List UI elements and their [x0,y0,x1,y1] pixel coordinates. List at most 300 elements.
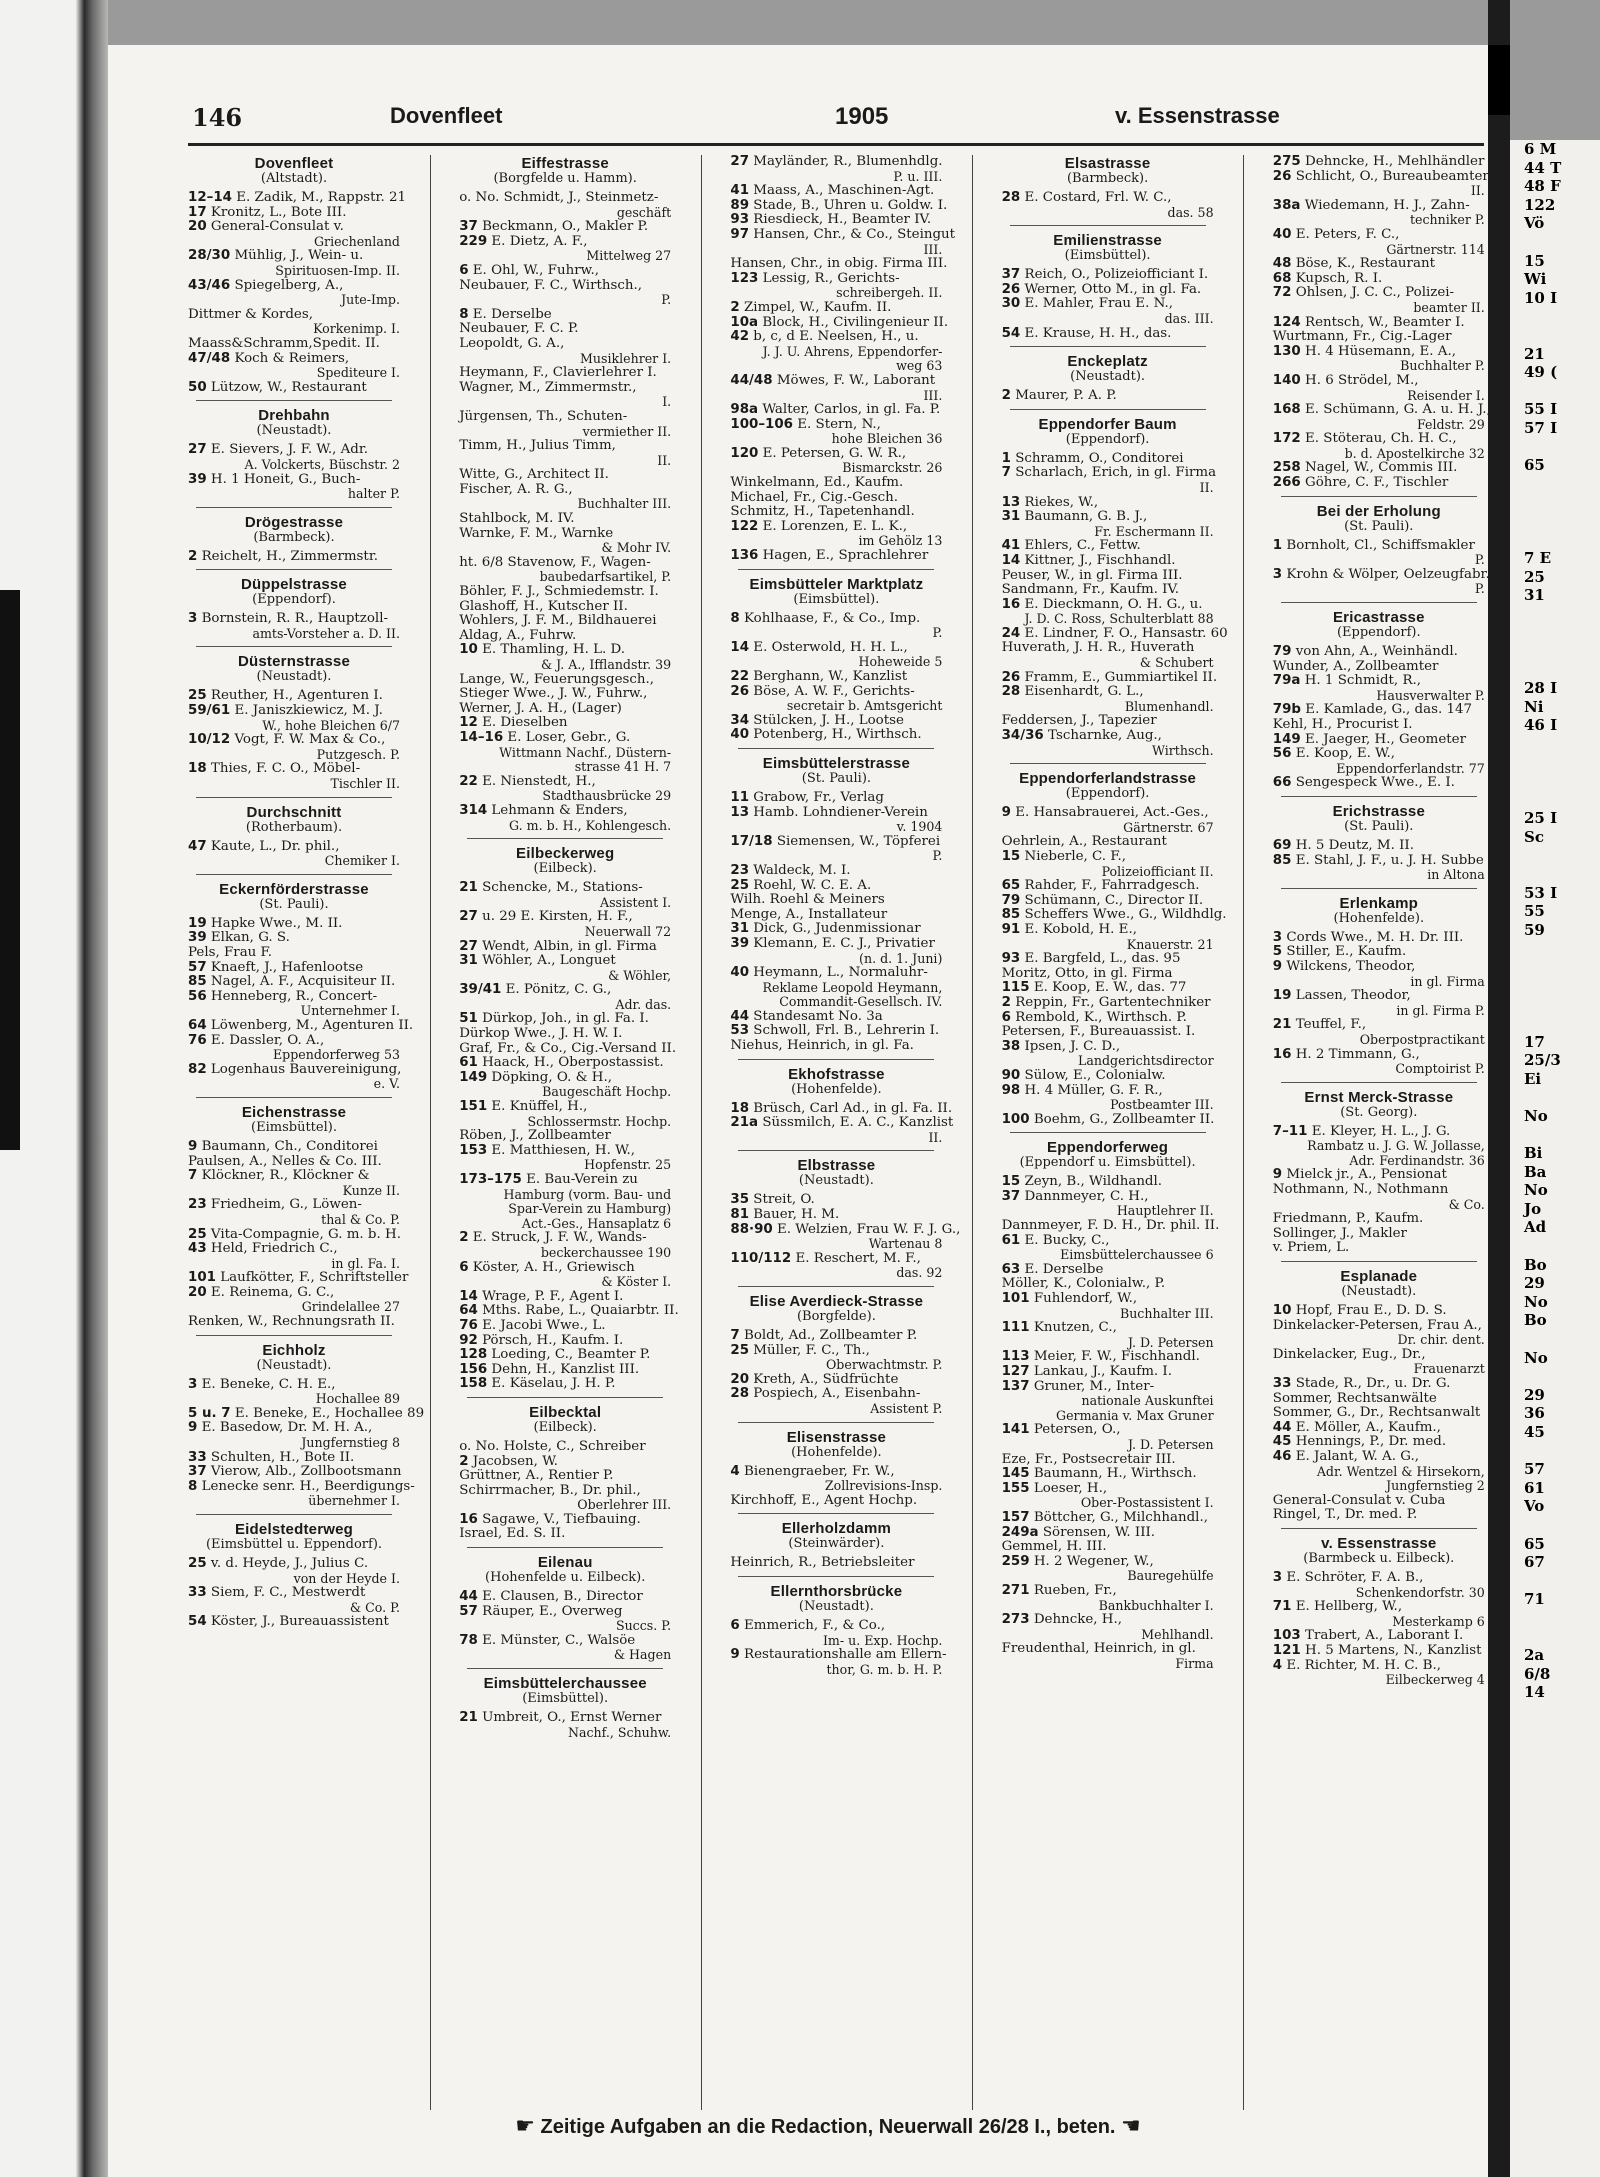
resident-entry [730,966,942,981]
resident-text: E. Stahl, J. F., u. J. H. Subbe [1295,852,1484,868]
resident-entry [1002,598,1214,613]
resident-entry [1273,1377,1485,1392]
street-district: (Eppendorf u. Eimsbüttel). [1019,1155,1196,1171]
resident-text: E. Costard, Frl. W. C., [1024,190,1172,205]
street-name: Ernst Merck-Strasse [1304,1088,1454,1106]
section-divider [467,1668,663,1669]
resident-entry [459,940,671,955]
resident-entry [1272,566,1490,583]
entry-continuation: secretair b. Amtsgericht [786,698,943,714]
resident-text: Schmitz, H., Tapetenhandl. [730,504,915,520]
resident-entry [730,1010,942,1025]
house-number: 42 [730,329,750,345]
facing-page-text [1510,958,1600,977]
resident-entry [1002,539,1214,554]
resident-text: Gruner, M., Inter- [1033,1378,1155,1394]
resident-text: Renken, W., Rechnungsrath II. [188,1314,395,1330]
facing-page-text: 10 I [1524,288,1558,307]
resident-text: Jacobsen, W. [472,1453,558,1469]
house-number: 46 [1272,1448,1292,1464]
resident-entry [1273,228,1485,243]
resident-text: E. Clausen, B., Director [482,1589,643,1605]
house-number: 76 [459,1317,478,1333]
street-section [730,1157,942,1188]
resident-text: ht. 6/8 Stavenow, F., Wagen- [459,554,651,570]
resident-text: Löwenberg, M., Agenturen II. [210,1017,414,1033]
resident-text: E. Sievers, J. F. W., Adr. [210,442,369,458]
resident-entry [1273,1304,1485,1319]
page-number: 146 [192,103,243,132]
resident-entry [459,235,671,250]
resident-text: Schramm, O., Conditorei [1015,450,1184,466]
street-section [188,653,400,684]
resident-entry [730,1494,942,1509]
resident-text: E. Osterwold, H. H. L., [753,639,908,655]
house-number: 173–175 [459,1172,522,1187]
resident-text: Ehlers, C., Fettw. [1024,538,1141,554]
resident-text: Nagel, A. F., Acquisiteur II. [210,974,396,990]
house-number: 20 [188,219,207,235]
entry-continuation: II. [928,1129,943,1145]
resident-text: Eze, Fr., Postsecretair III. [1001,1451,1176,1467]
resident-text: E. Dieselben [482,715,568,731]
resident-text: Werner, J. A. H., (Lager) [459,700,622,716]
resident-entry [1273,1168,1485,1183]
resident-text: Räuper, E., Overweg [482,1603,623,1619]
house-number: 120 [730,445,759,461]
resident-text: E. Käselau, J. H. P. [491,1376,616,1392]
house-number: 26 [1001,281,1021,297]
resident-entry [459,468,671,483]
resident-text: Sandmann, Fr., Kaufm. IV. [1001,582,1180,598]
house-number: 47 [188,838,207,854]
house-number: 97 [730,226,750,242]
house-number: 2 [188,548,198,564]
house-number: 1 [1272,537,1283,553]
house-number: 229 [459,233,488,249]
facing-page-text [1510,623,1600,642]
resident-entry [459,1071,671,1086]
house-number: 128 [459,1347,488,1363]
street-district: (Barmbeck u. Eilbeck). [1303,1550,1455,1566]
resident-text: Knutzen, C., [1033,1320,1117,1336]
resident-text: Thies, F. C. O., Möbel- [210,761,361,777]
house-number: 37 [188,1464,207,1480]
facing-page-text [1510,438,1600,457]
resident-text: E. Schümann, G. A. u. H. J., [1305,402,1491,418]
resident-text: Sörensen, W. III. [1042,1524,1156,1540]
house-number: 249a [1001,1524,1039,1540]
house-number: 16 [1272,1046,1292,1062]
resident-entry [1273,1392,1485,1407]
house-number: 57 [188,959,207,975]
resident-text: o. No. Holste, C., Schreiber [459,1438,646,1454]
house-number: 266 [1272,475,1301,491]
resident-text: E. Dieckmann, O. H. G., u. [1024,596,1203,612]
gutter-shadow [1488,45,1510,115]
street-name: Drögestrasse [244,513,344,531]
resident-entry [730,1344,942,1359]
street-section [1002,155,1214,186]
facing-page-text: No [1524,1181,1548,1200]
street-district: (Eilbeck). [533,861,597,877]
resident-entry [188,1034,400,1049]
resident-text: Baumann, G. B. J., [1024,509,1148,525]
resident-entry [459,1231,671,1246]
section-divider [196,1335,392,1336]
house-number: 121 [1272,1642,1301,1658]
entry-continuation: & Mohr IV. [601,540,672,556]
facing-page-text [1510,1572,1600,1591]
house-number: 45 [1272,1434,1292,1450]
house-number: 6 [730,1617,740,1633]
entry-continuation: Mittelweg 27 [586,248,672,264]
entry-continuation: P. [1474,552,1485,568]
resident-text: E. Bucky, C., [1024,1232,1110,1248]
resident-text: E. Dietz, A. F., [491,233,588,249]
resident-text: Dittmer & Kordes, [188,306,313,322]
house-number: 98a [730,402,759,418]
facing-page-text: 29 [1524,1274,1545,1293]
resident-entry [188,1451,400,1466]
resident-entry [730,491,942,506]
resident-entry [459,1377,671,1392]
facing-page-text: No [1524,1106,1548,1125]
entry-continuation: das. 92 [896,1265,943,1281]
resident-entry [459,983,671,998]
section-divider [196,400,392,401]
house-number: 31 [1001,509,1021,525]
entry-continuation: Hoheweide 5 [858,654,943,670]
house-number: 93 [730,212,750,228]
resident-entry [1002,1350,1214,1365]
resident-entry [730,908,942,923]
resident-text: Stade, B., Uhren u. Goldw. I. [753,197,948,213]
resident-text: Glashoff, H., Kutscher II. [459,598,628,614]
resident-entry [1002,583,1214,598]
resident-text: Stülcken, J. H., Lootse [753,712,904,728]
section-divider [196,797,392,798]
house-number: 9 [1272,1167,1283,1183]
house-number: 40 [730,965,750,981]
resident-text: Sommer, Rechtsanwälte [1272,1390,1437,1406]
resident-text: Zeyn, B., Wildhandl. [1024,1174,1163,1190]
resident-text: Gemmel, H. III. [1001,1539,1107,1555]
house-number: 43/46 [188,277,231,293]
house-number: 25 [188,1226,207,1242]
house-number: 26 [1001,669,1021,685]
house-number: 51 [459,1011,478,1027]
entry-continuation: von der Heyde I. [293,1570,400,1586]
resident-text: Lassen, Theodor, [1295,988,1411,1004]
resident-text: Bauer, H. M. [753,1207,840,1223]
resident-entry [459,1303,679,1319]
entry-continuation: in gl. Firma P. [1396,1002,1485,1018]
resident-entry [1273,1183,1485,1198]
house-number: 27 [730,154,750,169]
resident-entry [459,600,671,615]
resident-entry [188,190,407,206]
resident-text: Timm, H., Julius Timm, [459,438,616,454]
street-name: Elisenstrasse [786,1428,887,1446]
house-number: 15 [1001,849,1021,864]
house-number: 37 [1001,267,1021,283]
street-section [1002,232,1214,263]
entry-continuation: thal & Co. P. [321,1211,400,1227]
house-number: 10/12 [188,732,231,748]
resident-entry [1273,1241,1485,1256]
entry-continuation: Gärtnerstr. 114 [1386,241,1485,257]
resident-entry [459,731,671,746]
facing-page-text: 59 [1524,920,1545,939]
resident-text: E. Matthiesen, H. W., [491,1142,636,1158]
resident-text: Rembold, K., Wirthsch. P. [1015,1009,1187,1025]
house-number: 153 [459,1142,488,1158]
house-number: 39 [188,471,207,487]
section-divider [1010,763,1206,764]
entry-continuation: Spediteure I. [316,365,400,381]
resident-entry [1002,806,1214,821]
resident-entry [188,1242,400,1257]
resident-entry [1002,1175,1214,1190]
resident-text: Paulsen, A., Nelles & Co. III. [188,1153,382,1169]
resident-text: Boehm, G., Zollbeamter II. [1033,1111,1215,1127]
resident-text: Laufkötter, F., Schriftsteller [220,1270,409,1286]
resident-text: o. No. Schmidt, J., Steinmetz- [459,190,659,205]
entry-continuation: Oberpostpractikant [1359,1031,1485,1047]
resident-text: Dehncke, H., [1033,1612,1122,1628]
resident-text: E. Krause, H. H., das. [1024,325,1172,341]
street-name: Dovenfleet [254,155,334,172]
resident-text: Kupsch, R. I. [1295,270,1383,286]
house-number: 61 [459,1055,478,1071]
pointing-hand-icon: ☛ [515,2113,535,2138]
resident-entry [1002,283,1214,298]
entry-continuation: Stadthausbrücke 29 [542,788,672,804]
house-number: 3 [1272,929,1283,945]
entry-continuation: im Gehölz 13 [858,533,943,549]
house-number: 103 [1272,1628,1301,1644]
resident-text: Kreth, A., Südfrüchte [753,1371,899,1387]
house-number: 27 [459,938,478,954]
house-number: 50 [188,379,207,395]
resident-text: Kaute, L., Dr. phil., [210,838,340,854]
street-name: Eimsbüttelerchaussee [483,1675,647,1693]
directory-column [730,154,961,2110]
resident-entry [459,775,671,790]
resident-text: Knaeft, J., Hafenlootse [210,959,364,975]
entry-continuation: J. D. C. Ross, Schulterblatt 88 [1024,611,1214,627]
resident-text: Köster, A. H., Griewisch [472,1259,635,1275]
resident-text: E. Welzien, Frau W. F. J. G., [777,1221,961,1237]
resident-text: Nieberle, C. F., [1024,849,1127,864]
facing-page-text: 21 [1524,344,1545,363]
resident-text: Lange, W., Feuerungsgesch., [459,671,655,687]
house-number: 12 [459,715,478,731]
resident-entry [1273,476,1485,491]
resident-text: Dannmeyer, C. H., [1024,1188,1149,1204]
house-number: 57 [459,1603,478,1619]
street-name: Düsternstrasse [237,653,351,671]
house-number: 43 [188,1241,207,1257]
facing-page-text: Ni [1524,697,1544,716]
resident-text: Petersen, F., Bureauassist. I. [1001,1024,1196,1040]
facing-page-text [1510,642,1600,661]
resident-entry [459,1129,671,1144]
resident-entry [1002,1011,1214,1026]
resident-text: Schulten, H., Bote II. [210,1449,355,1465]
resident-text: Brüsch, Carl Ad., in gl. Fa. II. [753,1100,953,1116]
resident-text: Sengespeck Wwe., E. I. [1295,775,1455,791]
resident-text: Henneberg, R., Concert- [210,988,378,1004]
resident-entry [1002,1321,1214,1336]
street-name: Enckeplatz [1067,353,1148,371]
resident-text: E. Derselbe [1024,1261,1104,1277]
house-number: 14–16 [459,729,504,745]
resident-entry [730,1039,942,1054]
resident-entry [1002,1555,1214,1570]
house-number: 24 [1001,625,1021,641]
street-section [1273,1268,1485,1299]
entry-continuation: Hopfenstr. 25 [584,1157,672,1173]
facing-page-text [1510,754,1600,773]
resident-text: E. Ohl, W., Fuhrw., [472,262,599,278]
house-number: 98 [1001,1082,1021,1098]
street-section [188,1104,400,1135]
section-divider [467,1397,663,1398]
section-divider [1281,796,1477,797]
entry-continuation: J. D. Petersen [1127,1436,1214,1452]
street-section [1273,803,1485,834]
resident-entry [1002,1069,1214,1084]
resident-text: E. Lindner, F. O., Hansastr. 60 [1024,625,1228,641]
resident-entry [459,527,671,542]
facing-page-text: 25/3 [1524,1051,1561,1070]
facing-page-text: 57 I [1524,418,1558,437]
facing-page-text [1510,847,1600,866]
resident-entry [188,1198,400,1213]
house-number: 27 [188,442,207,458]
resident-text: Mayländer, R., Blumenhdlg. [753,154,943,169]
street-section [1273,1535,1485,1566]
street-district: (Eppendorf). [252,592,336,608]
entry-continuation: Feldstr. 29 [1417,416,1485,432]
resident-entry [1002,268,1214,283]
header-first-street: Dovenfleet [390,103,503,128]
resident-text: Reich, O., Polizeiofficiant I. [1024,267,1209,283]
facing-page-text [1510,1125,1600,1144]
resident-text: E. Münster, C., Walsöe [482,1632,636,1648]
house-number: 115 [1001,980,1030,996]
entry-continuation: Jungfernstieg 2 [1386,1478,1485,1494]
resident-text: Jürgensen, Th., Schuten- [459,408,628,424]
house-number: 44 [730,1008,750,1024]
resident-text: H. 2 Wegener, W., [1033,1553,1154,1569]
resident-text: Friedmann, P., Kaufm. [1272,1211,1424,1227]
street-district: (Eppendorf). [1065,431,1150,447]
resident-text: Eisenhardt, G. L., [1024,684,1144,700]
house-number: 140 [1272,372,1301,388]
directory-page [108,45,1491,2177]
section-divider [1281,602,1477,603]
house-number: 4 [730,1463,740,1479]
house-number: 21 [459,880,478,896]
pointing-hand-icon: ☚ [1121,2113,1141,2138]
house-number: 69 [1272,837,1292,853]
street-name: Eppendorfer Baum [1038,415,1177,433]
entry-continuation: P. [1474,581,1485,597]
resident-entry [1002,327,1214,342]
resident-entry [1002,569,1214,584]
entry-continuation: & J. A., Ifflandstr. 39 [540,657,672,672]
resident-entry [188,1063,400,1078]
facing-page-text: Bo [1524,1255,1547,1274]
header-year: 1905 [835,103,889,130]
facing-page-text [1510,1088,1600,1107]
resident-text: Kronitz, L., Bote III. [210,204,347,220]
column-separator [972,155,973,2110]
resident-entry [459,716,671,731]
street-district: (Rotherbaum). [245,819,343,835]
house-number: 33 [188,1585,207,1601]
resident-text: b, c, d E. Neelsen, H., u. [753,329,919,345]
house-number: 92 [459,1332,478,1348]
street-name: Ellernthorsbrücke [770,1582,903,1600]
house-number: 7 [730,1328,740,1343]
resident-text: Menge, A., Installateur [730,906,888,922]
entry-continuation: Oberwachtmstr. P. [825,1357,943,1373]
resident-entry [1002,1380,1214,1395]
house-number: 33 [1272,1376,1292,1391]
street-name: Eimsbütteler Marktplatz [749,575,924,593]
resident-entry [730,728,942,743]
entry-continuation: Mesterkamp 6 [1392,1613,1485,1629]
resident-text: Petersen, O., [1033,1422,1121,1438]
entry-continuation: Unternehmer I. [300,1003,400,1019]
house-number: 85 [188,974,207,990]
entry-continuation: schreibergeh. II. [836,285,943,301]
street-district: (Steinwärder). [788,1536,885,1552]
entry-continuation: Adr. Wentzel & Hirsekorn, [1316,1463,1485,1479]
column-separator [701,155,702,2110]
resident-entry [459,1261,671,1276]
facing-page-text: 6/8 [1524,1664,1551,1683]
facing-page-text: Vo [1524,1497,1545,1516]
resident-text: Lankau, J., Kaufm. I. [1033,1364,1172,1379]
resident-entry [459,1605,671,1620]
resident-text: Lenecke senr. H., Beerdigungs- [201,1478,415,1494]
house-number: 172 [1272,431,1301,447]
resident-text: Winkelmann, Ed., Kaufm. [730,475,904,491]
resident-text: Süssmilch, E. A. C., Kanzlist [762,1115,954,1131]
house-number: 6 [1001,1009,1011,1025]
resident-entry [1273,1018,1485,1033]
street-district: (Borgfelde). [796,1309,876,1324]
entry-continuation: Reklame Leopold Heymann, [762,979,943,995]
entry-continuation: Buchhalter P. [1400,358,1485,374]
resident-entry [1273,839,1485,854]
facing-page-text [1510,735,1600,754]
resident-text: Warnke, F. M., Warnke [459,525,614,541]
section-divider [1281,1528,1477,1529]
entry-continuation: v. 1904 [896,819,943,835]
resident-entry [730,418,942,433]
facing-page-text: 29 [1524,1385,1545,1404]
street-name: Eichholz [262,1341,326,1359]
street-section [188,407,400,438]
resident-entry [188,704,400,719]
house-number: 5 u. 7 [188,1405,231,1421]
